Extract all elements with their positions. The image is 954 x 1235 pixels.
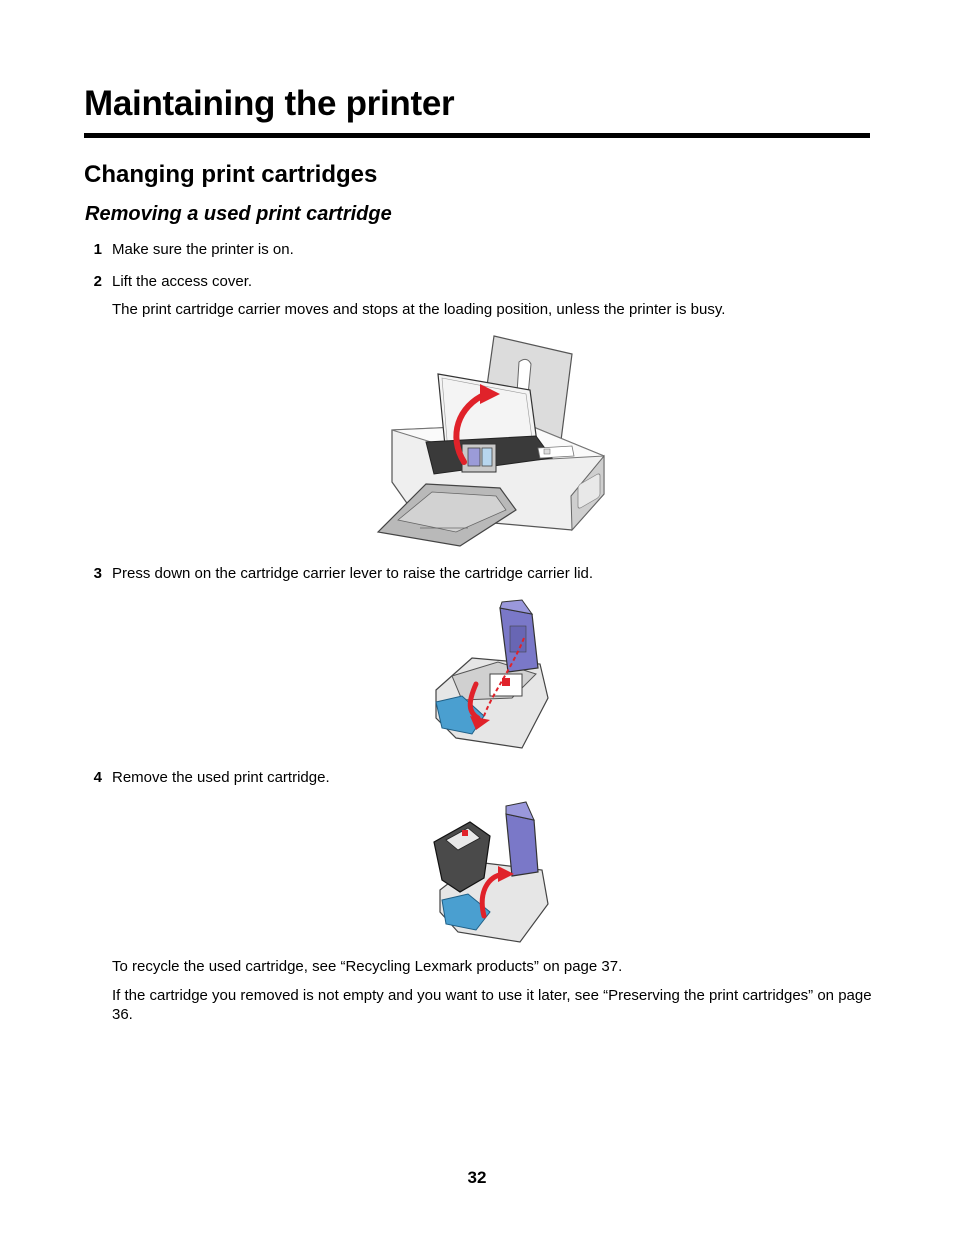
recycle-note: To recycle the used cartridge, see “Recycling Lexmark products” on page 37. xyxy=(112,958,623,975)
step-number-3: 3 xyxy=(93,565,102,582)
step-text-2: Lift the access cover. xyxy=(112,273,253,290)
cartridge-carrier-lever-illustration xyxy=(432,598,552,754)
subsection-heading: Removing a used print cartridge xyxy=(85,203,392,225)
printer-access-cover-open-illustration xyxy=(376,332,606,550)
step-text-3: Press down on the cartridge carrier lever to raise the cartridge carrier lid. xyxy=(112,565,594,582)
title-rule xyxy=(84,133,870,138)
page-title: Maintaining the printer xyxy=(84,84,455,123)
preserve-note: If the cartridge you removed is not empty and you want to use it later, see “Preserving the print cartridges” on page 36. xyxy=(112,987,872,1023)
step-text-1: Make sure the printer is on. xyxy=(112,241,294,258)
step-number-2: 2 xyxy=(93,273,102,290)
step-text-4: Remove the used print cartridge. xyxy=(112,769,330,786)
page-number: 32 xyxy=(467,1168,487,1187)
step-number-4: 4 xyxy=(93,769,102,786)
section-heading: Changing print cartridges xyxy=(84,161,378,188)
remove-cartridge-illustration xyxy=(432,800,552,946)
step-note-2: The print cartridge carrier moves and stops at the loading position, unless the printer is busy. xyxy=(112,301,726,318)
step-number-1: 1 xyxy=(93,241,102,258)
